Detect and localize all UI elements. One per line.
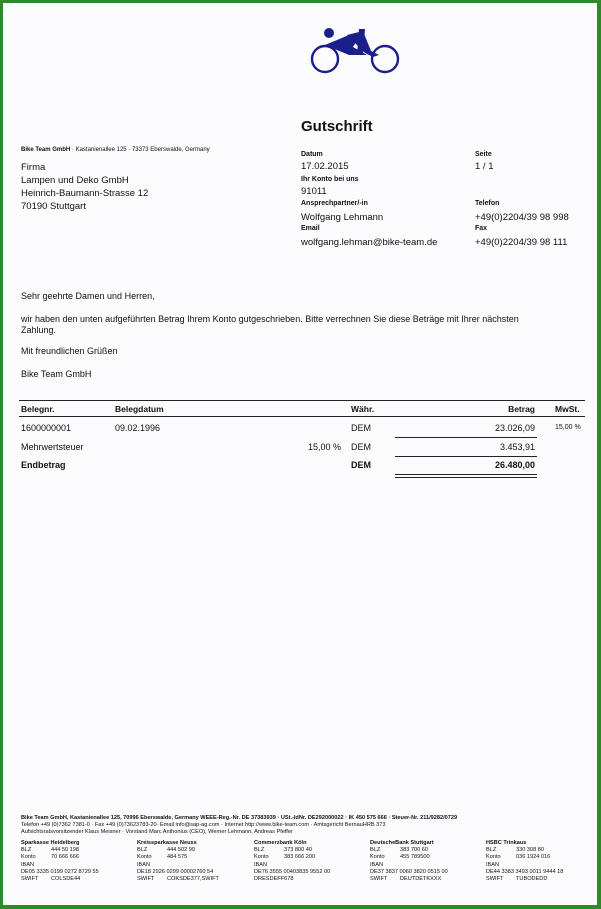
iban-value: DE37 3837 0060 3820 0515 00 xyxy=(370,868,448,875)
konto-value: 70 666 666 xyxy=(51,854,79,861)
telefon-value: +49(0)2204/39 98 998 xyxy=(475,212,569,223)
iban-label: IBAN xyxy=(486,861,500,868)
iban-label: IBAN xyxy=(21,861,35,868)
blz-label: BLZ xyxy=(486,847,497,854)
bank-name: DeutscheBank Stuttgart xyxy=(370,840,434,846)
sender-company: Bike Team GmbH xyxy=(21,147,71,153)
konto-label: Ihr Konto bei uns xyxy=(301,176,359,183)
salutation: Sehr geehrte Damen und Herren, xyxy=(21,291,155,301)
tax-label: Mehrwertsteuer xyxy=(21,442,84,452)
cell-belegnr: 1600000001 xyxy=(21,423,72,433)
table-top-rule xyxy=(19,400,585,401)
konto-value: 484 575 xyxy=(167,854,188,861)
blz-label: BLZ xyxy=(21,847,32,854)
recipient-address xyxy=(21,161,148,213)
total-rule-1 xyxy=(395,474,537,475)
tax-betrag: 3.453,91 xyxy=(499,442,535,452)
bank-name: Kreissparkasse Neuss xyxy=(137,840,197,846)
blz-label: BLZ xyxy=(137,847,148,854)
swift-label: SWIFT xyxy=(21,876,39,883)
document-title: Gutschrift xyxy=(301,118,373,135)
swift-label: SWIFT xyxy=(137,876,155,883)
footer-line-3: Aufsichtsratsvorsitzender Klaus Meisner · Vorstand Marc Anthonius (CEO), Werner Lehmann, Andreas Pfeffer xyxy=(21,829,293,835)
tax-rule xyxy=(395,456,537,457)
iban-label: IBAN xyxy=(370,861,384,868)
iban-value: DE05 3335 0199 0272 8729 55 xyxy=(21,868,99,875)
blz-value: 373 800 40 xyxy=(284,847,312,854)
datum-label: Datum xyxy=(301,151,323,158)
col-mwst: MwSt. xyxy=(555,404,580,414)
recipient-line: Heinrich-Baumann-Strasse 12 xyxy=(21,188,149,199)
col-belegnr: Belegnr. xyxy=(21,404,55,414)
seite-label: Seite xyxy=(475,151,492,158)
total-rule-2 xyxy=(395,477,537,478)
total-waehrung: DEM xyxy=(351,460,371,470)
swift-label: SWIFT xyxy=(370,876,388,883)
iban-value: DE18 2926 0299 00002760 54 xyxy=(137,868,214,875)
konto-label: Konto xyxy=(254,854,269,861)
swift-value: COLSDE44 xyxy=(51,876,81,883)
recipient-line: Firma xyxy=(21,162,46,173)
bank-name: Sparkasse Heidelberg xyxy=(21,840,80,846)
cyclist-logo-icon xyxy=(307,25,405,75)
footer-line-1: Bike Team GmbH, Kastanienallee 125, 70996 Eberswalde, Germany WEEE-Reg.-Nr. DE 37383939 · USt.-IdNr. DE292000022 · IK 450 575 666 · Steuer-Nr. 211/9282/0729 xyxy=(21,815,458,821)
swift-value: DRESDEFF678 xyxy=(254,876,294,883)
swift-value: TUBODEDD xyxy=(516,876,548,883)
blz-value: 444 502 99 xyxy=(167,847,195,854)
col-belegdatum: Belegdatum xyxy=(115,404,164,414)
konto-label: Konto xyxy=(370,854,385,861)
konto-label: Konto xyxy=(486,854,501,861)
sender-line xyxy=(21,147,210,153)
iban-value: DE44 3383 3493 0011 9444 18 xyxy=(486,868,564,875)
footer xyxy=(21,815,591,836)
blz-value: 444 50 198 xyxy=(51,847,79,854)
iban-label: IBAN xyxy=(137,861,151,868)
cell-mwst: 15,00 % xyxy=(555,424,581,431)
bank-block xyxy=(486,840,597,883)
email-value[interactable]: wolfgang.lehman@bike-team.de xyxy=(301,237,438,248)
ansprech-value: Wolfgang Lehmann xyxy=(301,212,384,223)
recipient-line: Lampen und Deko GmbH xyxy=(21,175,129,186)
table-header-rule xyxy=(19,416,585,417)
ansprech-label: Ansprechpartner/-in xyxy=(301,200,368,207)
recipient-line: 70190 Stuttgart xyxy=(21,201,86,212)
swift-label: SWIFT xyxy=(486,876,504,883)
fax-label: Fax xyxy=(475,225,488,232)
konto-label: Konto xyxy=(137,854,152,861)
subtotal-rule xyxy=(395,437,537,438)
blz-label: BLZ xyxy=(254,847,265,854)
total-label: Endbetrag xyxy=(21,460,66,470)
cell-belegdatum: 09.02.1996 xyxy=(115,423,161,433)
sender-address: · Kastanienallee 125 · 73373 Eberswalde, Germany xyxy=(70,147,210,153)
total-betrag: 26.480,00 xyxy=(494,460,535,470)
konto-value: 036 1924 016 xyxy=(516,854,551,861)
telefon-label: Telefon xyxy=(475,200,500,207)
seite-value: 1 / 1 xyxy=(475,161,494,172)
cell-betrag: 23.026,09 xyxy=(494,423,535,433)
blz-value: 383 700 60 xyxy=(400,847,428,854)
konto-value: 383 666 200 xyxy=(284,854,316,861)
footer-line-2: Telefon +49 (0)7362 7381-0 · Fax +49 (0)73623783-20· Email info@sap-ag.com · Internet http://www.bike-team.com · Amtsgericht BernauHRB 373 xyxy=(21,822,386,828)
letter-body: wir haben den unten aufgeführten Betrag Ihrem Konto gutgeschrieben. Bitte verrechnen Sie diese Beträge mit Ihrer nächsten Zahlung. xyxy=(21,314,519,335)
konto-value: 455 789500 xyxy=(400,854,430,861)
iban-label: IBAN xyxy=(254,861,268,868)
signature: Bike Team GmbH xyxy=(21,369,92,379)
datum-value: 17.02.2015 xyxy=(301,161,349,172)
tax-waehrung: DEM xyxy=(351,442,371,452)
konto-value: 91011 xyxy=(301,186,327,197)
closing: Mit freundlichen Grüßen xyxy=(21,346,118,356)
iban-value: DE76 3555 00403835 9552 00 xyxy=(254,868,331,875)
document-page xyxy=(3,3,597,905)
bank-block xyxy=(137,840,249,883)
fax-value: +49(0)2204/39 98 111 xyxy=(475,237,568,248)
col-waehrung: Währ. xyxy=(351,404,375,414)
bank-name: HSBC Trinkaus xyxy=(486,840,527,846)
col-betrag: Betrag xyxy=(508,404,535,414)
bank-block xyxy=(21,840,133,883)
blz-label: BLZ xyxy=(370,847,381,854)
cell-waehrung: DEM xyxy=(351,423,371,433)
bank-name: Commerzbank Köln xyxy=(254,840,307,846)
swift-value: DEUTDETKXXX xyxy=(400,876,442,883)
blz-value: 330 308 80 xyxy=(516,847,544,854)
konto-label: Konto xyxy=(21,854,36,861)
swift-value: COKSDE377,SWIFT xyxy=(167,876,219,883)
tax-rate: 15,00 % xyxy=(307,442,341,452)
bank-block xyxy=(254,840,366,883)
email-label: Email xyxy=(301,225,320,232)
bank-block xyxy=(370,840,482,883)
